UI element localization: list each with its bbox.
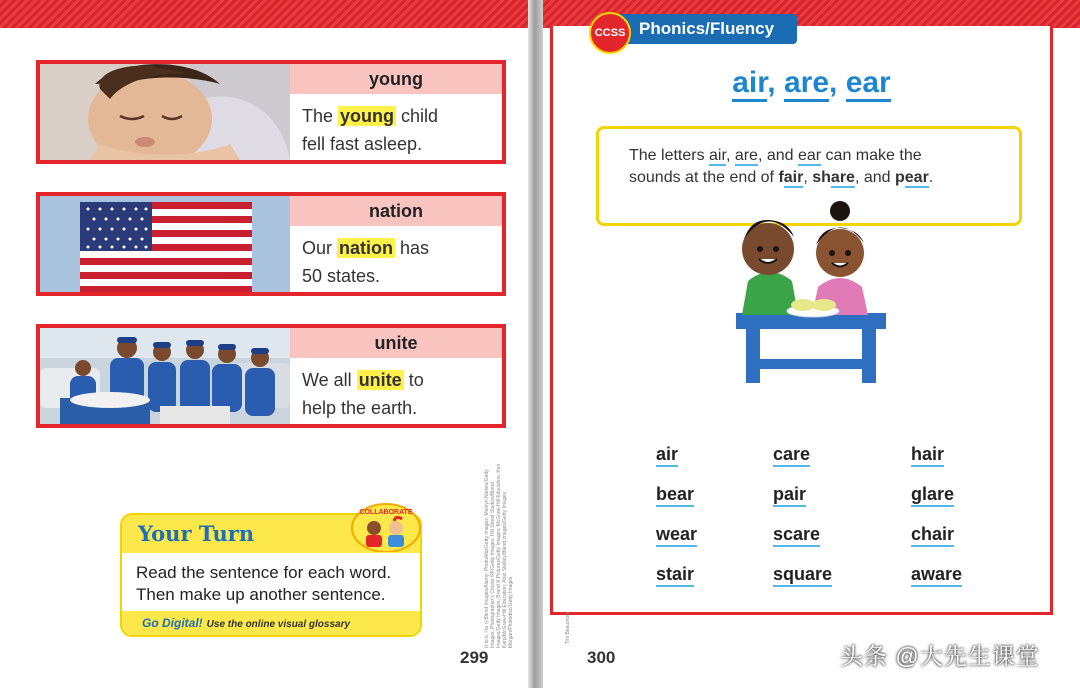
vocab-sentence: We all unite to help the earth. [302, 370, 424, 418]
page-number: 299 [460, 648, 489, 667]
right-page [543, 0, 1080, 688]
your-turn-title: Your Turn [138, 521, 255, 546]
word-item: bear [656, 484, 694, 505]
vocab-highlight: nation [339, 238, 394, 258]
page-title: air, are, ear [543, 66, 1080, 100]
vocab-highlight: unite [358, 370, 402, 390]
top-stripe [0, 0, 528, 28]
word-item: wear [656, 524, 697, 545]
go-digital-bar[interactable] [122, 611, 420, 635]
us-flag-photo [40, 196, 290, 292]
baseball-team-photo [40, 328, 290, 424]
word-item: scare [773, 524, 820, 545]
vocab-highlight: young [340, 106, 395, 126]
kids-sharing-pear-illustration [728, 195, 898, 385]
vocab-word: young [290, 64, 502, 94]
photo-credit: (t to b, l to r) Blend Images/Alamy; PhotoAlto/Getty Images; Marilyn Nieves/Getty Images; Photographer's Choice RF/Getty Images; Hill Street Studios/Blend Images/Getty Images; Brand X Pictures/Getty Images; McGraw-Hill Education; Ken Karp/McGraw-Hill Education; Ariel Skelley/Blend Images/Getty Images; Morgan/Photodisc/Getty Images [484, 463, 514, 648]
collaborate-label: COLLABORATE [359, 509, 413, 516]
vocab-sentence: Our nation has 50 states. [302, 238, 430, 286]
watermark: 头条 @大先生课堂 [840, 643, 1040, 669]
collaborate-kids-icon [350, 502, 422, 552]
go-digital-label[interactable]: Go Digital! [142, 616, 203, 630]
wechat-icon [862, 626, 878, 636]
word-item: chair [911, 524, 954, 545]
left-page [0, 0, 528, 688]
section-tab: Phonics/Fluency [611, 14, 797, 44]
word-item: pair [773, 484, 806, 505]
your-turn-instructions: Read the sentence for each word. Then make up another sentence. [136, 563, 392, 604]
vocab-word: nation [290, 196, 502, 226]
ccss-badge: CCSS [589, 12, 631, 54]
word-item: aware [911, 564, 962, 585]
vocab-card-young [36, 60, 506, 164]
word-item: hair [911, 444, 944, 465]
go-digital-detail: Use the online visual glossary [206, 619, 351, 630]
phonics-rule-text: The letters air, are, and ear can make the sounds at the end of fair, share, and pear. [629, 147, 934, 186]
illustration-credit: Tim Beaumont [565, 611, 571, 644]
word-item: care [773, 444, 810, 465]
vocab-card-nation [36, 192, 506, 296]
word-item: glare [911, 484, 954, 505]
page-number: 300 [587, 648, 616, 667]
vocab-sentence: The young child fell fast asleep. [302, 106, 439, 154]
book-gutter [528, 0, 543, 688]
word-item: stair [656, 564, 694, 585]
vocab-word: unite [290, 328, 502, 358]
sleeping-child-photo [40, 64, 290, 160]
word-item: square [773, 564, 832, 585]
word-item: air [656, 444, 678, 465]
vocab-card-unite [36, 324, 506, 428]
